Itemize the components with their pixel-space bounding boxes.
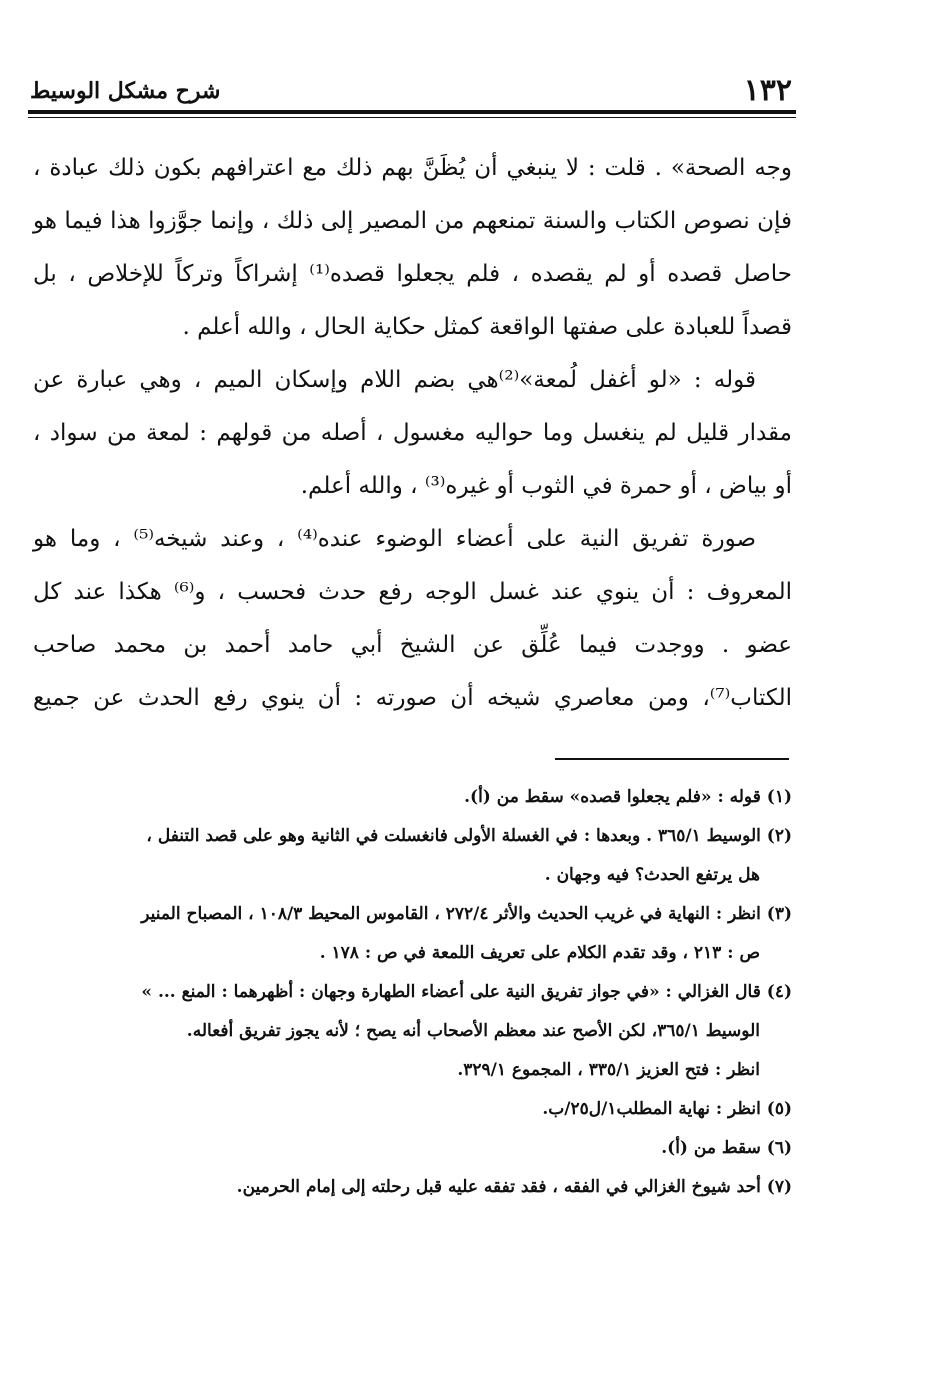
text-line: قوله : «لو أغفل لُمعة»⁽²⁾هي بضم اللام وإسكان الميم ، وهي عبارة عن <box>33 367 757 393</box>
footnotes <box>33 778 792 1207</box>
text-line: مقدار قليل لم ينغسل وما حواليه مغسول ، أصله من قولهم : لمعة من سواد ، <box>33 420 792 446</box>
text-line: أو بياض ، أو حمرة في الثوب أو غيره⁽³⁾ ، والله أعلم. <box>300 473 792 499</box>
text-line: حاصل قصده أو لم يقصده ، فلم يجعلوا قصده⁽¹⁾ إشراكاً وتركاً للإخلاص ، بل <box>33 261 792 287</box>
page-number: ١٣٢ <box>743 73 792 108</box>
footnote-line: (٥) انظر : نهاية المطلب١/ل٢٥/ب. <box>542 1099 792 1119</box>
footnote-line: ص : ٢١٣ ، وقد تقدم الكلام على تعريف اللمعة في ص : ١٧٨ . <box>319 943 760 963</box>
main-text <box>33 142 792 725</box>
text-line: وجه الصحة» . قلت : لا ينبغي أن يُظَنَّ بهم ذلك مع اعترافهم بكون ذلك عبادة ، <box>33 155 792 181</box>
footnote-separator <box>555 758 789 760</box>
footnote-line: (٦) سقط من (أ). <box>661 1138 792 1158</box>
footnote-line: (٢) الوسيط ٣٦٥/١ . وبعدها : في الغسلة الأولى فانغسلت في الثانية وهو على قصد التنفل ، <box>146 826 792 846</box>
text-line: قصداً للعبادة على صفتها الواقعة كمثل حكاية الحال ، والله أعلم . <box>182 314 792 340</box>
running-title: شرح مشكل الوسيط <box>30 78 221 104</box>
footnote-line: هل يرتفع الحدث؟ فيه وجهان . <box>544 865 760 885</box>
text-line: الكتاب⁽⁷⁾، ومن معاصري شيخه أن صورته : أن ينوي رفع الحدث عن جميع <box>33 685 792 711</box>
text-line: عضو . ووجدت فيما عُلِّق عن الشيخ أبي حامد أحمد بن محمد صاحب <box>33 632 792 658</box>
text-line: صورة تفريق النية على أعضاء الوضوء عنده⁽⁴⁾ ، وعند شيخه⁽⁵⁾ ، وما هو <box>33 526 756 552</box>
footnote-line: الوسيط ٣٦٥/١، لكن الأصح عند معظم الأصحاب أنه يصح ؛ لأنه يجوز تفريق أفعاله. <box>186 1021 760 1041</box>
text-line: فإن نصوص الكتاب والسنة تمنعهم من المصير إلى ذلك ، وإنما جوَّزوا هذا فيما هو <box>33 208 792 234</box>
text-line: المعروف : أن ينوي عند غسل الوجه رفع حدث فحسب ، و⁽⁶⁾ هكذا عند كل <box>33 579 793 605</box>
header-rule-thick <box>28 110 796 114</box>
footnote-line: (٤) قال الغزالي : «في جواز تفريق النية على أعضاء الطهارة وجهان : أظهرهما : المنع ... » <box>141 982 792 1002</box>
header-rule-thin <box>28 117 796 118</box>
page-header <box>30 74 792 108</box>
footnote-line: انظر : فتح العزيز ٣٣٥/١ ، المجموع ٣٢٩/١. <box>457 1060 760 1080</box>
footnote-line: (٧) أحد شيوخ الغزالي في الفقه ، فقد تفقه عليه قبل رحلته إلى إمام الحرمين. <box>236 1177 792 1197</box>
footnote-line: (٣) انظر : النهاية في غريب الحديث والأثر ٢٧٢/٤ ، القاموس المحيط ١٠٨/٣ ، المصباح المنير <box>141 904 792 924</box>
footnote-line: (١) قوله : «فلم يجعلوا قصده» سقط من (أ). <box>464 787 792 807</box>
